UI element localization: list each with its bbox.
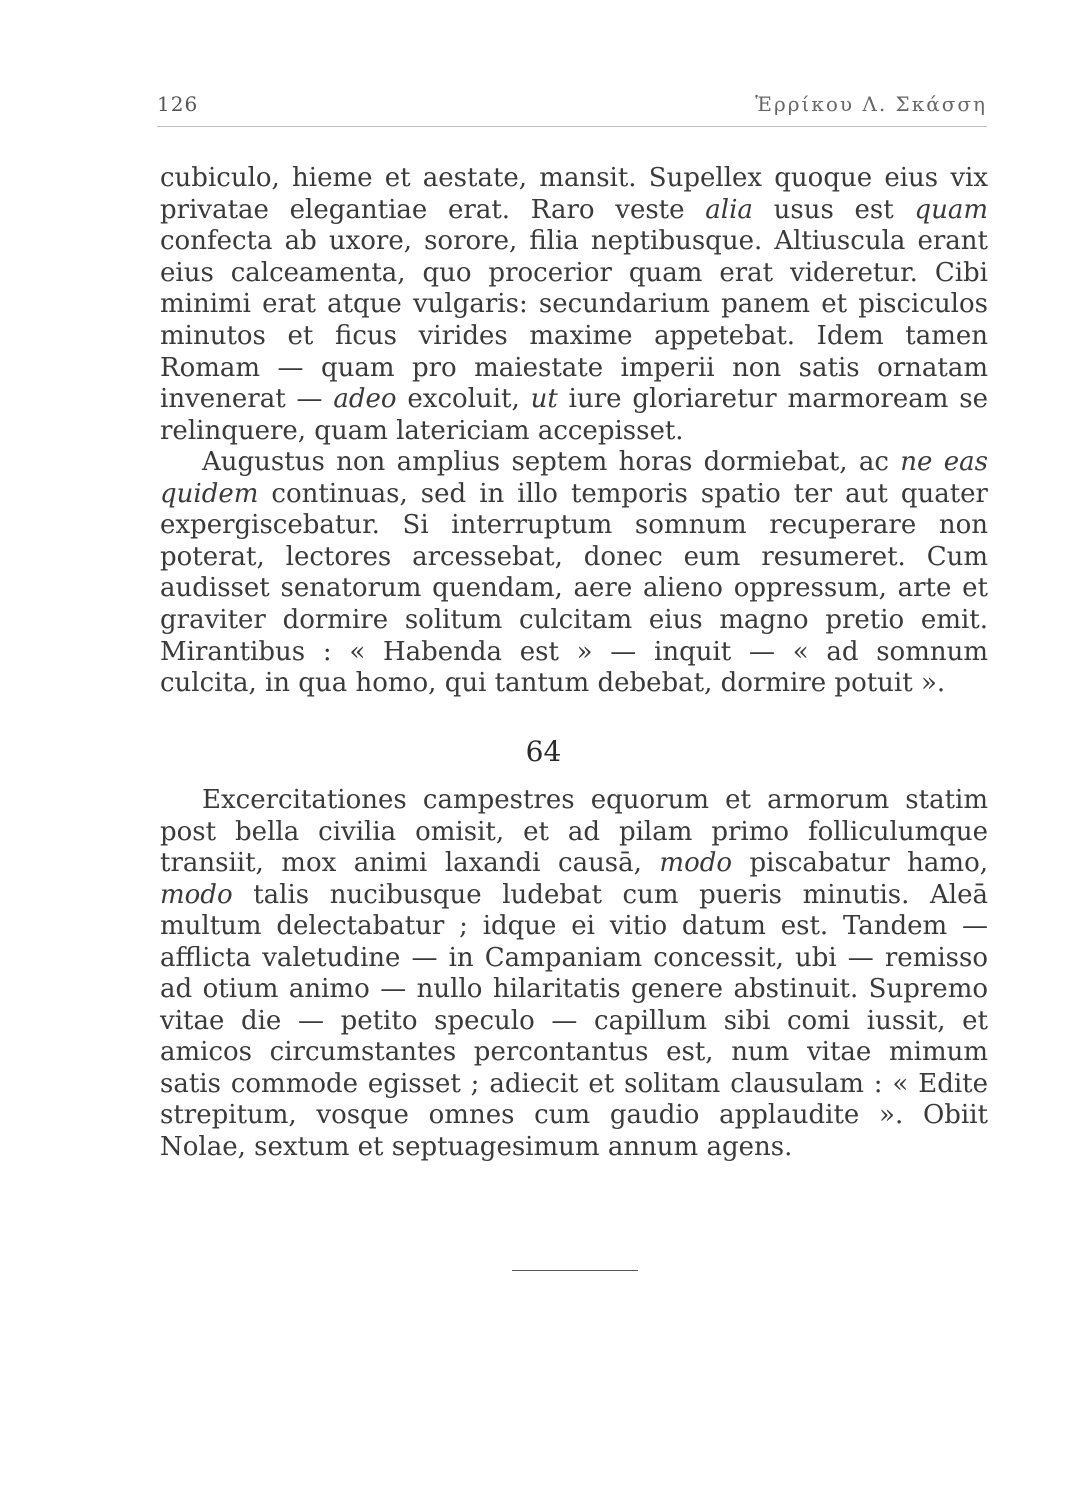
running-header — [157, 92, 987, 127]
italic-word: adeo — [333, 384, 397, 415]
italic-word: ut — [530, 384, 558, 415]
text-span: talis nucibusque ludebat cum pueris minutis. Aleā multum delectabatur ; idque ei vitio datum est. Tandem — afflicta valetudine — in Campaniam concessit, ubi — remisso ad otium animo — nullo hilaritatis genere abstinuit. Supremo vitae die — petito speculo — capillum sibi comi iussit, et amicos circumstantes percontantus est, num vitae mimum satis commode egisset ; adiecit et solitam clausulam : « Edite strepitum, vosque omnes cum gaudio applaudite ». Obiit Nolae, sextum et septuagesimum annum agens. — [160, 879, 988, 1162]
italic-word: modo — [659, 848, 733, 878]
paragraph-1 — [160, 163, 988, 447]
paragraph-2 — [160, 447, 988, 700]
end-divider — [512, 1270, 638, 1271]
text-span: usus est — [752, 194, 915, 225]
section-number: 64 — [525, 735, 562, 768]
running-title: Ἑρρίκου Λ. Σκάσση — [755, 92, 987, 116]
text-span: continuas, sed in illo temporis spatio ter aut quater expergiscebatur. Si interruptum somnum recuperare non poterat, lectores arcessebat, donec eum resumeret. Cum audisset senatorum quendam, aere alieno oppressum, arte et graviter dormire solitum culcitam eius magno pretio emit. Mirantibus : « Habenda est » — inquit — « ad somnum culcita, in qua homo, qui tantum debebat, dormire potuit ». — [160, 478, 988, 699]
text-span: piscabatur hamo, — [732, 848, 988, 878]
text-span: Excercitationes campestres equorum et armorum statim post bella civilia omisit, et ad pilam primo folliculumque transiit, mox animi laxandi causā, — [160, 785, 988, 878]
italic-word: alia — [705, 194, 753, 225]
text-span: Augustus non amplius septem horas dormiebat, ac — [202, 447, 901, 477]
italic-word: quam — [914, 194, 988, 225]
text-span: iure gloriaretur marmoream se relinquere, quam latericiam accepisset. — [160, 384, 988, 446]
italic-word: ne eas quidem — [160, 447, 988, 509]
text-span: cubiculo, hieme et aestate, mansit. Supellex quoque eius vix privatae elegantiae erat. Raro veste — [160, 163, 988, 225]
page-number: 126 — [157, 92, 199, 116]
text-span: excoluit, — [396, 384, 531, 415]
italic-word: modo — [160, 879, 233, 910]
text-span: confecta ab uxore, sorore, filia neptibusque. Altiuscula erant eius calceamenta, quo procerior quam erat videretur. Cibi minimi erat atque vulgaris: secundarium panem et pisciculos minutos et ficus virides maxime appetebat. Idem tamen Romam — quam pro maiestate imperii non satis ornatam invenerat — — [160, 226, 988, 415]
paragraph-3 — [160, 785, 988, 1163]
